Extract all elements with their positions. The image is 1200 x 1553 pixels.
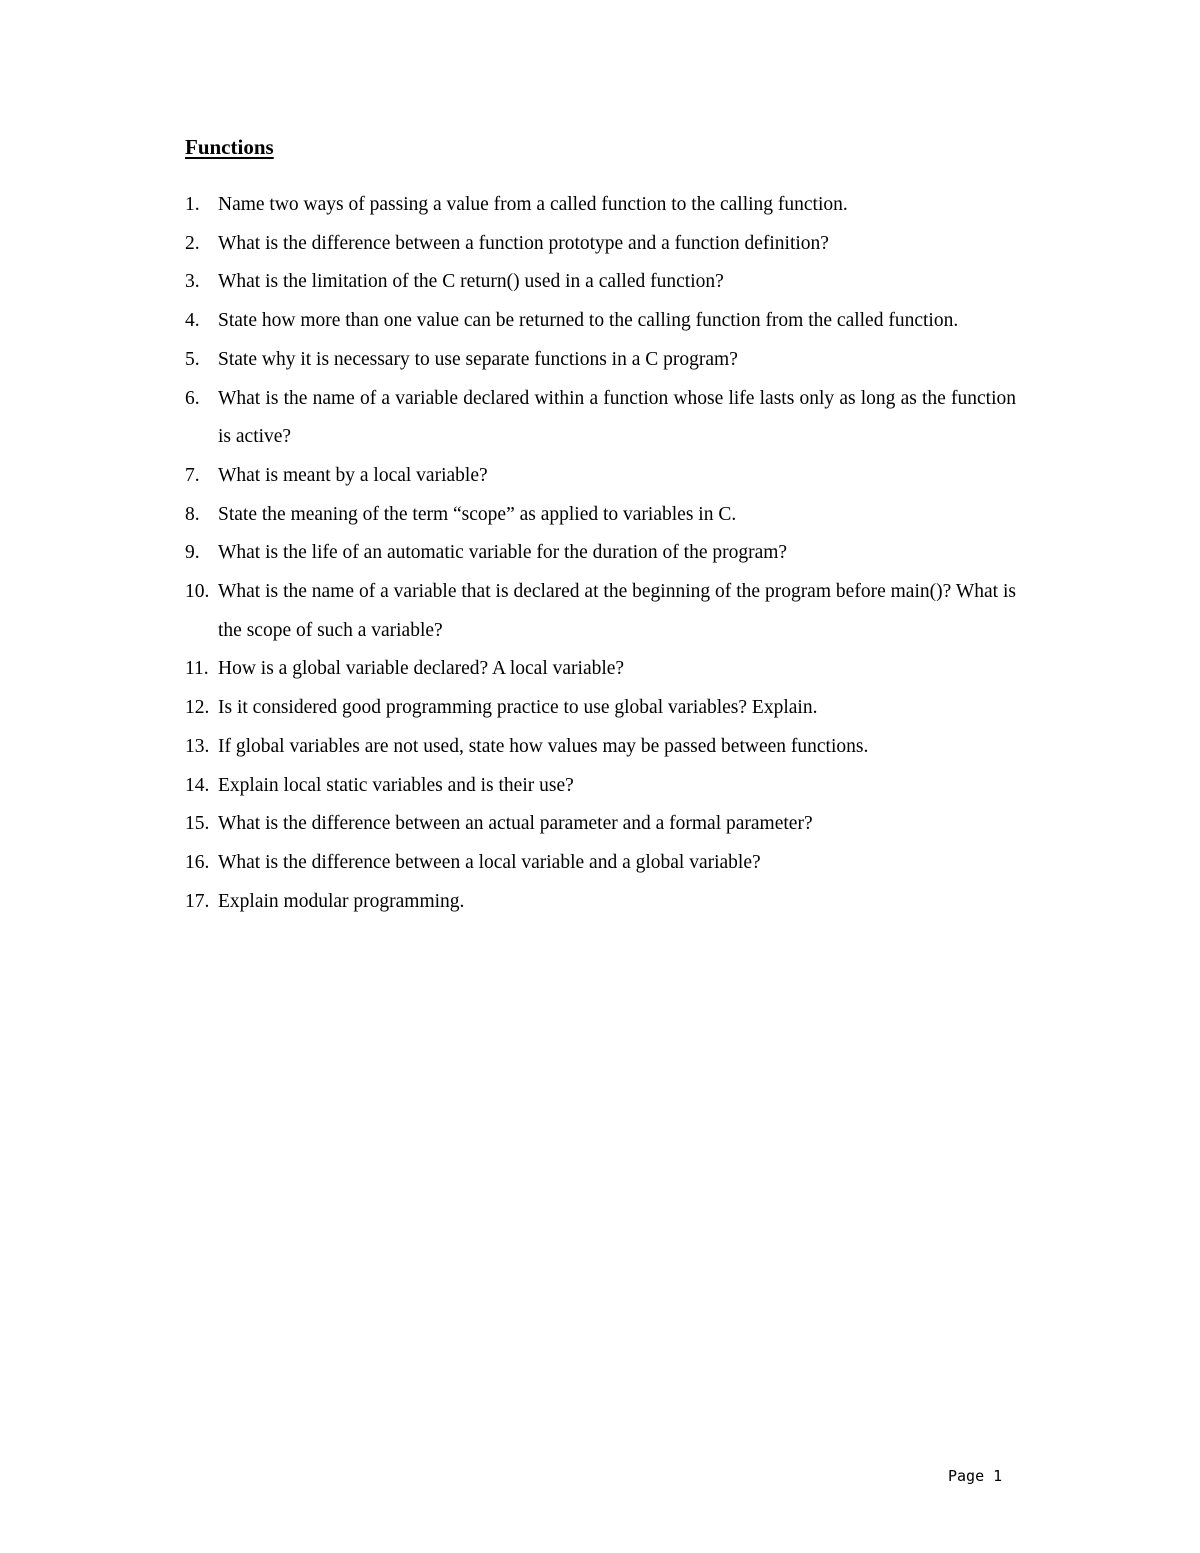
- question-text: What is the limitation of the C return() used in a called function?: [218, 271, 724, 293]
- question-text: Name two ways of passing a value from a called function to the calling function.: [218, 194, 848, 215]
- question-number: 11.: [185, 658, 209, 680]
- question-number: 10.: [185, 581, 210, 603]
- question-text: What is the difference between an actual parameter and a formal parameter?: [218, 813, 813, 835]
- question-number: 4.: [185, 310, 200, 332]
- question-number: 2.: [185, 232, 200, 254]
- question-text: What is meant by a local variable?: [218, 464, 488, 486]
- question-text: If global variables are not used, state how values may be passed between functions.: [218, 735, 869, 757]
- question-item: [185, 767, 1016, 806]
- question-number: 1.: [185, 194, 200, 215]
- question-item: [185, 805, 1016, 844]
- question-text: Is it considered good programming practice to use global variables? Explain.: [218, 697, 818, 719]
- question-text: What is the name of a variable declared within a function whose life lasts only as long as the function is active?: [218, 387, 1016, 448]
- question-number: 9.: [185, 542, 200, 564]
- question-item: [185, 496, 1016, 535]
- question-number: 5.: [185, 348, 200, 370]
- question-number: 15.: [185, 813, 210, 835]
- question-item: [185, 457, 1016, 496]
- question-item: [185, 341, 1016, 380]
- question-text: What is the life of an automatic variable for the duration of the program?: [218, 542, 788, 564]
- question-text: State the meaning of the term “scope” as applied to variables in C.: [218, 503, 737, 525]
- question-item: [185, 883, 1016, 922]
- question-number: 13.: [185, 735, 210, 757]
- question-item: [185, 650, 1016, 689]
- question-number: 3.: [185, 271, 200, 293]
- question-item: [185, 573, 1016, 650]
- question-text: State how more than one value can be returned to the calling function from the called function.: [218, 310, 959, 332]
- question-list: [185, 186, 1016, 921]
- question-number: 7.: [185, 464, 200, 486]
- page-number-footer: Page 1: [948, 1467, 1003, 1485]
- question-text: What is the difference between a local variable and a global variable?: [218, 851, 761, 873]
- question-item: [185, 534, 1016, 573]
- question-item: [185, 225, 1016, 264]
- question-item: [185, 302, 1016, 341]
- question-item: [185, 186, 1016, 225]
- question-number: 16.: [185, 851, 210, 873]
- question-text: What is the name of a variable that is declared at the beginning of the program before main()? What is the scope of such a variable?: [218, 581, 1016, 641]
- question-item: [185, 728, 1016, 767]
- question-item: [185, 844, 1016, 883]
- question-text: State why it is necessary to use separate functions in a C program?: [218, 348, 738, 370]
- question-item: [185, 263, 1016, 302]
- question-text: Explain modular programming.: [218, 890, 465, 912]
- question-number: 17.: [185, 890, 210, 912]
- question-text: Explain local static variables and is their use?: [218, 774, 574, 796]
- question-number: 8.: [185, 503, 200, 525]
- page-title: Functions: [185, 135, 274, 159]
- question-text: What is the difference between a function prototype and a function definition?: [218, 232, 829, 254]
- question-text: How is a global variable declared? A local variable?: [218, 658, 625, 680]
- question-number: 12.: [185, 697, 210, 719]
- question-number: 14.: [185, 774, 210, 796]
- question-number: 6.: [185, 387, 200, 409]
- question-item: [185, 689, 1016, 728]
- question-item: [185, 380, 1016, 457]
